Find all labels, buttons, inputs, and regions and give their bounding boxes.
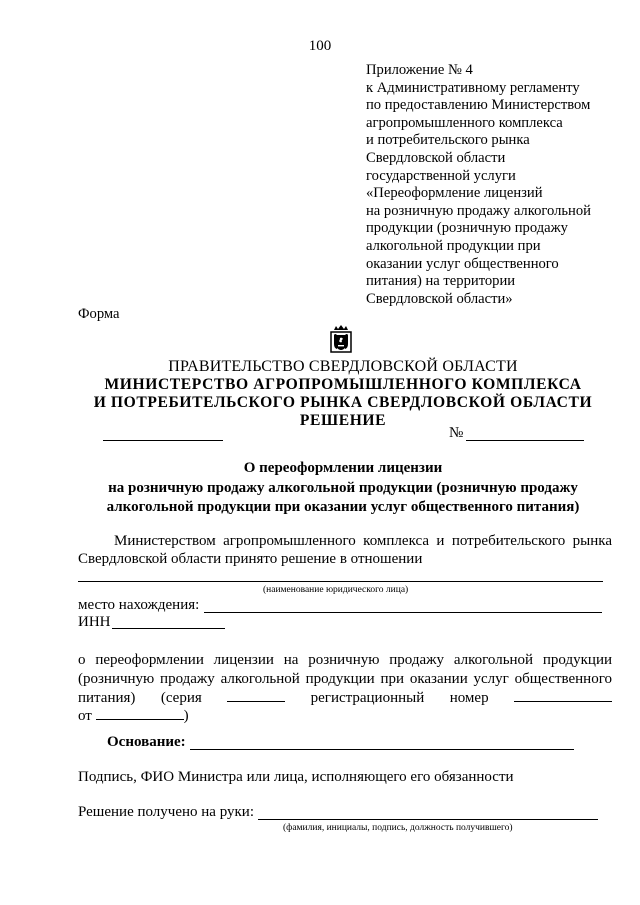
ministry-title-line: И ПОТРЕБИТЕЛЬСКОГО РЫНКА СВЕРДЛОВСКОЙ ОБЛАСТИ <box>93 394 593 411</box>
received-caption: (фамилия, инициалы, подпись, должность получившего) <box>283 823 513 833</box>
appendix-line: к Административному регламенту <box>366 79 580 96</box>
document-title-line: О переоформлении лицензии <box>243 460 443 476</box>
form-label: Форма <box>78 306 120 322</box>
reissue-line: (розничную продажу алкогольной продукции при оказании услуг общественного <box>78 670 612 687</box>
page-number: 100 <box>308 38 332 54</box>
ministry-title-line: МИНИСТЕРСТВО АГРОПРОМЫШЛЕННОГО КОМПЛЕКСА <box>104 376 582 393</box>
basis-blank-line <box>190 749 574 750</box>
received-label: Решение получено на руки: <box>78 804 254 820</box>
appendix-line: питания) на территории <box>366 273 516 290</box>
reissue-series-line <box>78 689 612 708</box>
reissue-line: о переоформлении лицензии на розничную продажу алкогольной продукции <box>78 652 612 668</box>
intro-paragraph: Министерством агропромышленного комплекса и потребительского рынка Свердловской области принято решение в отношении <box>78 533 612 567</box>
decision-heading: РЕШЕНИЕ <box>299 412 387 429</box>
reissue-paragraph <box>78 651 612 726</box>
reissue-text: номер <box>449 689 489 706</box>
reissue-text: от <box>78 708 92 725</box>
appendix-line: «Переоформление лицензий <box>366 185 543 202</box>
inn-blank-line <box>112 628 225 629</box>
appendix-line: по предоставлению Министерством <box>366 97 591 114</box>
reissue-text: ) <box>183 708 189 725</box>
registration-number-blank-line <box>514 700 612 702</box>
number-sign: № <box>449 425 464 441</box>
received-blank-line <box>258 819 598 820</box>
appendix-line: Свердловской области» <box>366 290 513 307</box>
reissue-date-line <box>78 707 612 726</box>
appendix-line: алкогольной продукции при <box>366 237 541 254</box>
number-blank-line <box>466 440 584 441</box>
reissue-text: питания) <box>78 689 136 706</box>
appendix-line: агропромышленного комплекса <box>366 114 563 131</box>
appendix-block <box>366 62 626 308</box>
government-title: ПРАВИТЕЛЬСТВО СВЕРДЛОВСКОЙ ОБЛАСТИ <box>168 358 518 375</box>
reissue-text: (серия <box>160 689 202 706</box>
appendix-line: и потребительского рынка <box>366 132 530 149</box>
signature-text: Подпись, ФИО Министра или лица, исполняющего его обязанности <box>78 769 514 785</box>
coat-of-arms-icon <box>326 324 356 354</box>
appendix-line: государственной услуги <box>366 167 516 184</box>
inn-label: ИНН <box>78 614 111 630</box>
date-blank-line <box>103 440 223 441</box>
reissue-text: регистрационный <box>310 689 425 706</box>
appendix-line: Приложение № 4 <box>366 62 473 78</box>
document-title-line: на розничную продажу алкогольной продукции (розничную продажу <box>108 480 578 496</box>
document-title-line: алкогольной продукции при оказании услуг общественного питания) <box>106 499 580 515</box>
appendix-line: на розничную продажу алкогольной <box>366 202 591 219</box>
basis-label: Основание: <box>107 734 186 750</box>
appendix-line: оказании услуг общественного <box>366 255 559 272</box>
entity-name-blank-line <box>78 581 603 582</box>
appendix-line: Свердловской области <box>366 149 506 166</box>
location-label: место нахождения: <box>78 597 200 613</box>
location-blank-line <box>204 612 602 613</box>
date-from-blank-line <box>96 718 184 720</box>
appendix-line: продукции (розничную продажу <box>366 220 568 237</box>
entity-name-caption: (наименование юридического лица) <box>263 585 409 595</box>
series-blank-line <box>227 700 285 702</box>
